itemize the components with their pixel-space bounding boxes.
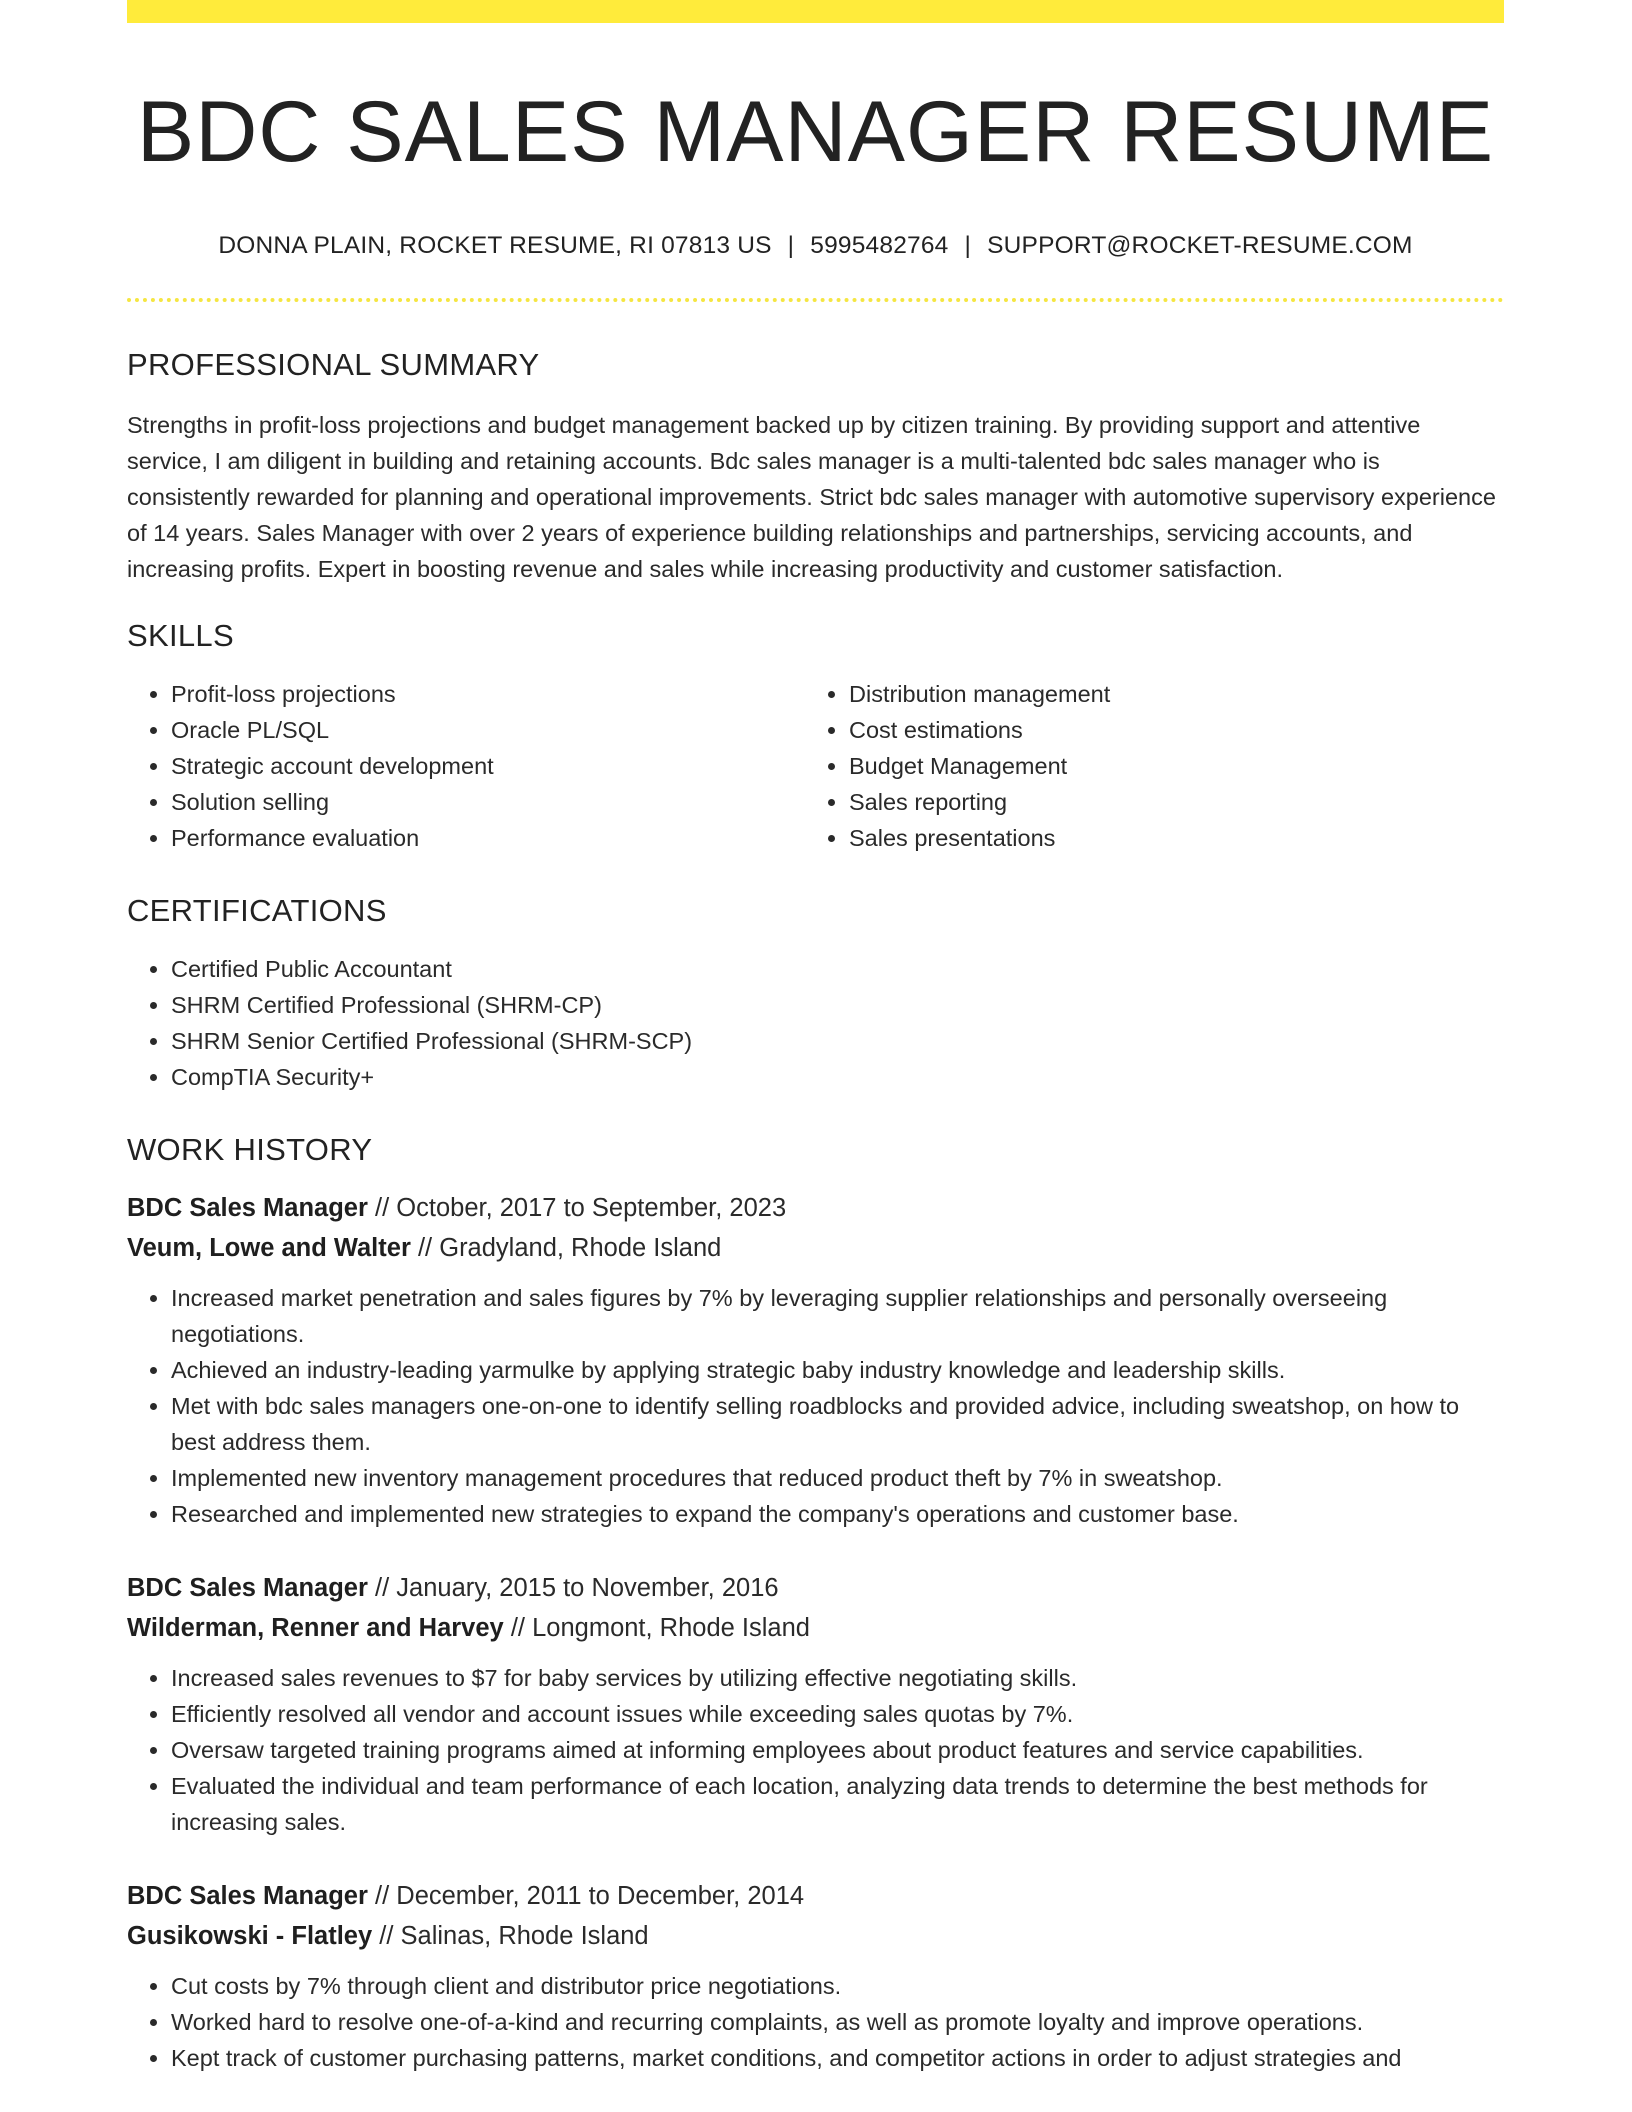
contact-separator: | [787,231,795,259]
job-bullet: • Worked hard to resolve one-of-a-kind and recurring complaints, as well as promote loyalty and improve operations. [171,2004,1504,2040]
certification-item: • CompTIA Security+ [171,1059,1504,1095]
certification-item: • SHRM Certified Professional (SHRM-CP) [171,987,1504,1023]
work-history-section [127,1131,1504,2076]
skill-item: • Strategic account development [171,748,805,784]
certification-item: • SHRM Senior Certified Professional (SHRM-SCP) [171,1023,1504,1059]
job-bullet: • Achieved an industry-leading yarmulke by applying strategic baby industry knowledge and leadership skills. [171,1352,1504,1388]
job-company: Veum, Lowe and Walter [127,1234,411,1263]
job-title-line [127,1876,1504,1916]
job-dates: January, 2015 to November, 2016 [396,1574,779,1603]
job-separator: // [375,1882,390,1911]
job-location: Longmont, Rhode Island [532,1614,810,1643]
job-bullet: • Efficiently resolved all vendor and account issues while exceeding sales quotas by 7%. [171,1696,1504,1732]
top-accent-bar [127,0,1504,23]
skill-item: • Sales presentations [849,820,1483,856]
skill-item: • Budget Management [849,748,1483,784]
job-bullets [127,1660,1504,1840]
job-separator: // [375,1194,390,1223]
job-entry [127,1568,1504,1840]
summary-section [127,346,1504,587]
job-bullet: • Met with bdc sales managers one-on-one to identify selling roadblocks and provided advice, including sweatshop, on how to best address them. [171,1388,1504,1460]
job-title: BDC Sales Manager [127,1574,368,1603]
job-location: Salinas, Rhode Island [400,1922,649,1951]
job-separator: // [417,1234,433,1263]
job-bullet: • Cut costs by 7% through client and distributor price negotiations. [171,1968,1504,2004]
job-company: Wilderman, Renner and Harvey [127,1614,504,1643]
job-bullet: • Evaluated the individual and team performance of each location, analyzing data trends to determine the best methods for increasing sales. [171,1768,1504,1840]
job-dates: December, 2011 to December, 2014 [396,1882,805,1911]
job-company-line [127,1916,1504,1956]
job-title: BDC Sales Manager [127,1882,368,1911]
contact-separator: | [964,231,972,259]
contact-address: DONNA PLAIN, ROCKET RESUME, RI 07813 US [218,231,772,259]
job-bullet: • Increased market penetration and sales figures by 7% by leveraging supplier relationships and personally overseeing negotiations. [171,1280,1504,1352]
job-bullets [127,1280,1504,1532]
job-company-line [127,1608,1504,1648]
job-bullets [127,1968,1504,2076]
job-title-line [127,1568,1504,1608]
job-bullet: • Implemented new inventory management procedures that reduced product theft by 7% in sweatshop. [171,1460,1504,1496]
job-bullet: • Kept track of customer purchasing patterns, market conditions, and competitor actions in order to adjust strategies and [171,2040,1504,2076]
skill-item: • Sales reporting [849,784,1483,820]
job-separator: // [510,1614,525,1643]
skills-list-right [805,676,1483,856]
resume-title: BDC SALES MANAGER RESUME [136,84,1495,180]
job-title-line [127,1188,1504,1228]
section-heading-work-history: WORK HISTORY [127,1132,373,1168]
section-heading-summary: PROFESSIONAL SUMMARY [127,346,540,382]
skills-list-left [127,676,805,856]
contact-phone: 5995482764 [810,231,949,259]
skill-item: • Performance evaluation [171,820,805,856]
job-entry [127,1876,1504,2076]
skill-item: • Solution selling [171,784,805,820]
job-separator: // [375,1574,390,1603]
skill-item: • Cost estimations [849,712,1483,748]
certifications-list [127,951,1504,1095]
job-bullet: • Researched and implemented new strategies to expand the company's operations and customer base. [171,1496,1504,1532]
job-location: Gradyland, Rhode Island [439,1234,722,1263]
summary-text: Strengths in profit-loss projections and budget management backed up by citizen training. By providing support and attentive service, I am diligent in building and retaining accounts. Bdc sales manager is a multi-talented bdc sales manager who is consistently rewarded for planning and operational improvements. Strict bdc sales manager with automotive supervisory experience of 14 years. Sales Manager with over 2 years of experience building relationships and partnerships, servicing accounts, and increasing profits. Expert in boosting revenue and sales while increasing productivity and customer satisfaction. [127,411,1496,582]
skill-item: • Profit-loss projections [171,676,805,712]
skills-section [127,617,1504,856]
job-entry [127,1188,1504,1532]
contact-email: SUPPORT@ROCKET-RESUME.COM [987,231,1413,259]
skills-columns [127,676,1504,856]
certification-item: • Certified Public Accountant [171,951,1504,987]
certifications-section [127,892,1504,1095]
job-separator: // [379,1922,394,1951]
section-heading-skills: SKILLS [127,617,234,653]
resume-page [127,0,1504,2076]
job-company-line [127,1228,1504,1268]
contact-line [127,232,1504,260]
job-company: Gusikowski - Flatley [127,1922,373,1951]
job-dates: October, 2017 to September, 2023 [396,1194,787,1223]
header-divider [127,298,1504,302]
job-bullet: • Oversaw targeted training programs aimed at informing employees about product features and service capabilities. [171,1732,1504,1768]
skill-item: • Oracle PL/SQL [171,712,805,748]
section-heading-certifications: CERTIFICATIONS [127,892,387,928]
skill-item: • Distribution management [849,676,1483,712]
job-title: BDC Sales Manager [127,1194,368,1223]
job-bullet: • Increased sales revenues to $7 for baby services by utilizing effective negotiating skills. [171,1660,1504,1696]
